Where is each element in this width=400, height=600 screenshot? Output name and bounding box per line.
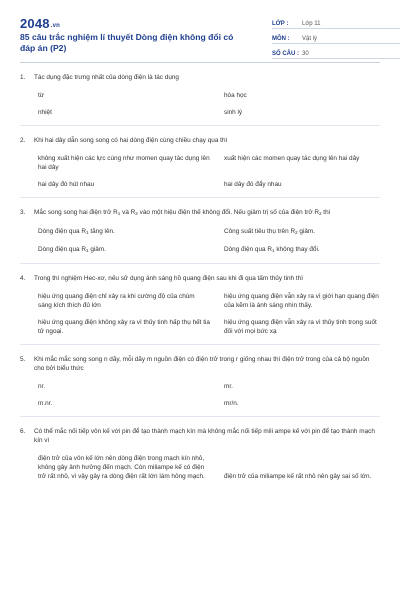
meta-box xyxy=(272,16,400,61)
question-number: 3. xyxy=(20,209,26,216)
question-2 xyxy=(20,126,380,189)
options xyxy=(38,454,380,481)
question-5 xyxy=(20,345,380,408)
question-text: Mắc song song hai điện trở $R_1$ và $R_2$ vào một hiệu điện thế không đổi. Nếu giảm trị số của điện trở $R_2$ thì xyxy=(34,209,331,216)
question-text: Khi mắc mắc song song n dãy, mỗi dãy m nguồn điện có điện trở trong r giống nhau thì điện trở trong của cả bộ nguồn cho bởi biểu thức xyxy=(34,356,370,372)
options xyxy=(38,382,380,408)
question-text: Khi hai dây dẫn song song có hai dòng điện cùng chiều chạy qua thì xyxy=(34,137,228,144)
meta-key: LỚP : xyxy=(272,21,289,27)
question-6 xyxy=(20,417,380,481)
option-d[interactable]: mr/n. xyxy=(224,400,239,407)
option-c[interactable]: hiệu ứng quang điện không xảy ra vì thủy tinh hấp thụ hết tia tử ngoại. xyxy=(38,319,210,335)
options xyxy=(38,292,380,336)
option-d[interactable]: hiệu ứng quang điện vẫn xảy ra vì thủy tinh trong suốt đối với mọi bức xạ xyxy=(224,319,377,335)
option-c[interactable]: m.nr. xyxy=(38,400,53,407)
option-b[interactable]: điện trở của miliampe kế rất nhỏ nên gây sai số lớn. xyxy=(224,473,372,480)
document-title: 85 câu trắc nghiệm lí thuyết Dòng điện không đổi có đáp án (P2) xyxy=(20,32,234,53)
question-text: Có thể mắc nối tiếp vôn kế với pin để tạo thành mạch kín mà không mắc nối tiếp mili ampe kế với pin để tạo thành mạch kín vì xyxy=(34,428,375,444)
header xyxy=(20,14,380,58)
option-c[interactable]: hai dây đó hút nhau xyxy=(38,181,95,188)
options xyxy=(38,227,380,255)
meta-value: Vật lý xyxy=(302,36,318,42)
option-a[interactable]: điện trở của vôn kế lớn nên dòng điện trong mạch kín nhỏ, không gây ảnh hưởng đến mạch. Còn miliampe kế có điện trở rất nhỏ, vì vậy gây ra dòng điện rất lớn làm hỏng mạch. xyxy=(38,455,205,480)
question-4 xyxy=(20,264,380,336)
option-c[interactable]: nhiệt xyxy=(38,109,52,116)
meta-key: MÔN : xyxy=(272,36,290,42)
question-number: 1. xyxy=(20,74,26,81)
option-d[interactable]: sinh lý xyxy=(224,109,243,116)
question-3 xyxy=(20,198,380,255)
meta-row-count xyxy=(272,46,400,59)
option-b[interactable]: hiệu ứng quang điện vẫn xảy ra vì giới hạn quang điện của kẽm là ánh sáng nhìn thấy. xyxy=(224,293,379,309)
option-b[interactable]: Công suất tiêu thụ trên $R_2$ giảm. xyxy=(224,228,316,235)
meta-row-class xyxy=(272,16,400,29)
option-c[interactable]: Dòng điện qua $R_1$ giảm. xyxy=(38,246,106,253)
option-b[interactable]: xuất hiện các momen quay tác dụng lên hai dây xyxy=(224,155,360,162)
brand-suffix: .vn xyxy=(50,23,61,29)
option-a[interactable]: hiệu ứng quang điện chỉ xảy ra khi cường độ của chùm sáng kích thích đủ lớn xyxy=(38,293,195,309)
meta-row-subject xyxy=(272,31,400,44)
option-a[interactable]: nr. xyxy=(38,383,46,390)
options xyxy=(38,91,380,117)
question-number: 2. xyxy=(20,137,26,144)
question-number: 6. xyxy=(20,428,26,435)
question-1 xyxy=(20,63,380,117)
option-a[interactable]: Dòng điện qua $R_1$ tăng lên. xyxy=(38,228,115,235)
option-b[interactable]: mr. xyxy=(224,383,233,390)
meta-key: SỐ CÂU : xyxy=(272,51,299,57)
option-d[interactable]: Dòng điện qua $R_1$ không thay đổi. xyxy=(224,246,320,253)
question-number: 5. xyxy=(20,356,26,363)
brand-logo[interactable] xyxy=(20,16,60,31)
meta-value: 30 xyxy=(302,51,309,57)
option-a[interactable]: từ xyxy=(38,92,45,99)
options xyxy=(38,154,380,189)
option-a[interactable]: không xuất hiện các lực cùng như momen quay tác dụng lên hai dây xyxy=(38,155,210,171)
question-text: Tác dụng đặc trưng nhất của dòng điện là tác dụng xyxy=(34,74,179,81)
brand-name: 2048 xyxy=(20,16,50,31)
option-b[interactable]: hóa học xyxy=(224,92,247,99)
meta-value: Lớp 11 xyxy=(302,21,321,27)
question-text: Trong thí nghiệm Hec-xơ, nếu sử dụng ánh sáng hồ quang điện sau khi đi qua tấm thủy tinh thì xyxy=(34,275,303,282)
option-d[interactable]: hai dây đó đẩy nhau xyxy=(224,181,282,188)
question-number: 4. xyxy=(20,275,26,282)
